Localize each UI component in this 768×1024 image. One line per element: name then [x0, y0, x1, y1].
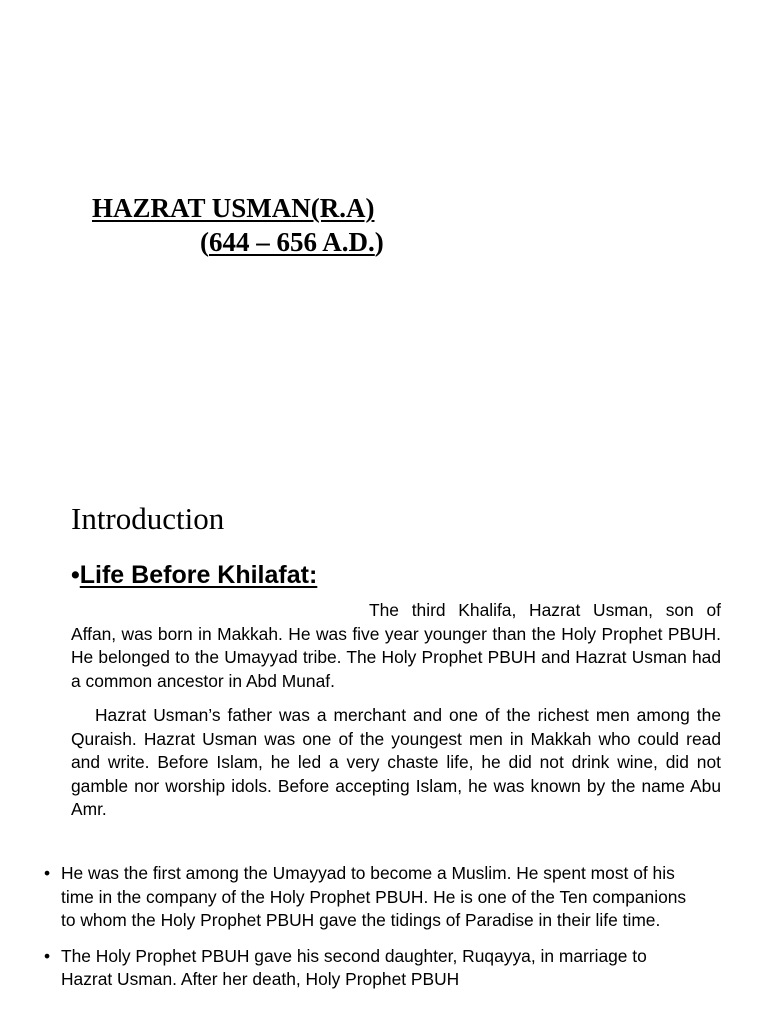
list-item: [44, 945, 694, 992]
title-name: HAZRAT USMAN(R.A): [92, 193, 375, 223]
title-paren-close: ): [374, 227, 384, 257]
section-heading: Introduction: [71, 501, 225, 536]
sub-heading: [71, 558, 317, 592]
title-paren-open: (: [200, 227, 209, 257]
list-item-text: He was the first among the Umayyad to become a Muslim. He spent most of his time in the company of the Holy Prophet PBUH. He is one of the Ten companions to whom the Holy Prophet PBUH gave the tidings of Paradise in their life time.: [61, 863, 687, 931]
bullet-marker: •: [44, 863, 51, 883]
bullet-list: [44, 862, 694, 1004]
paragraph-1: The third Khalifa, Hazrat Usman, son of Affan, was born in Makkah. He was five year younger than the Holy Prophet PBUH. He belonged to the Umayyad tribe. The Holy Prophet PBUH and Hazrat Usman had a common ancestor in Abd Munaf.: [71, 600, 721, 691]
bullet-marker: •: [44, 945, 51, 966]
sub-heading-label: Life Before Khilafat:: [79, 561, 318, 589]
sub-heading-bullet: •: [71, 561, 80, 589]
paragraph-2: Hazrat Usman’s father was a merchant and one of the richest men among the Quraish. Hazrat Usman was one of the youngest men in Makkah who could read and write. Before Islam, he led a very chaste life, he did not drink wine, did not gamble nor worship idols. Before accepting Islam, he was known by the name Abu Amr.: [71, 705, 721, 820]
document-title: [92, 192, 384, 258]
title-dates: 644 – 656 A.D.: [209, 227, 375, 257]
list-item: [44, 862, 694, 933]
list-item-text: The Holy Prophet PBUH gave his second daughter, Ruqayya, in marriage to Hazrat Usman. After her death, Holy Prophet PBUH: [61, 945, 647, 990]
title-dates-line: [92, 226, 384, 258]
